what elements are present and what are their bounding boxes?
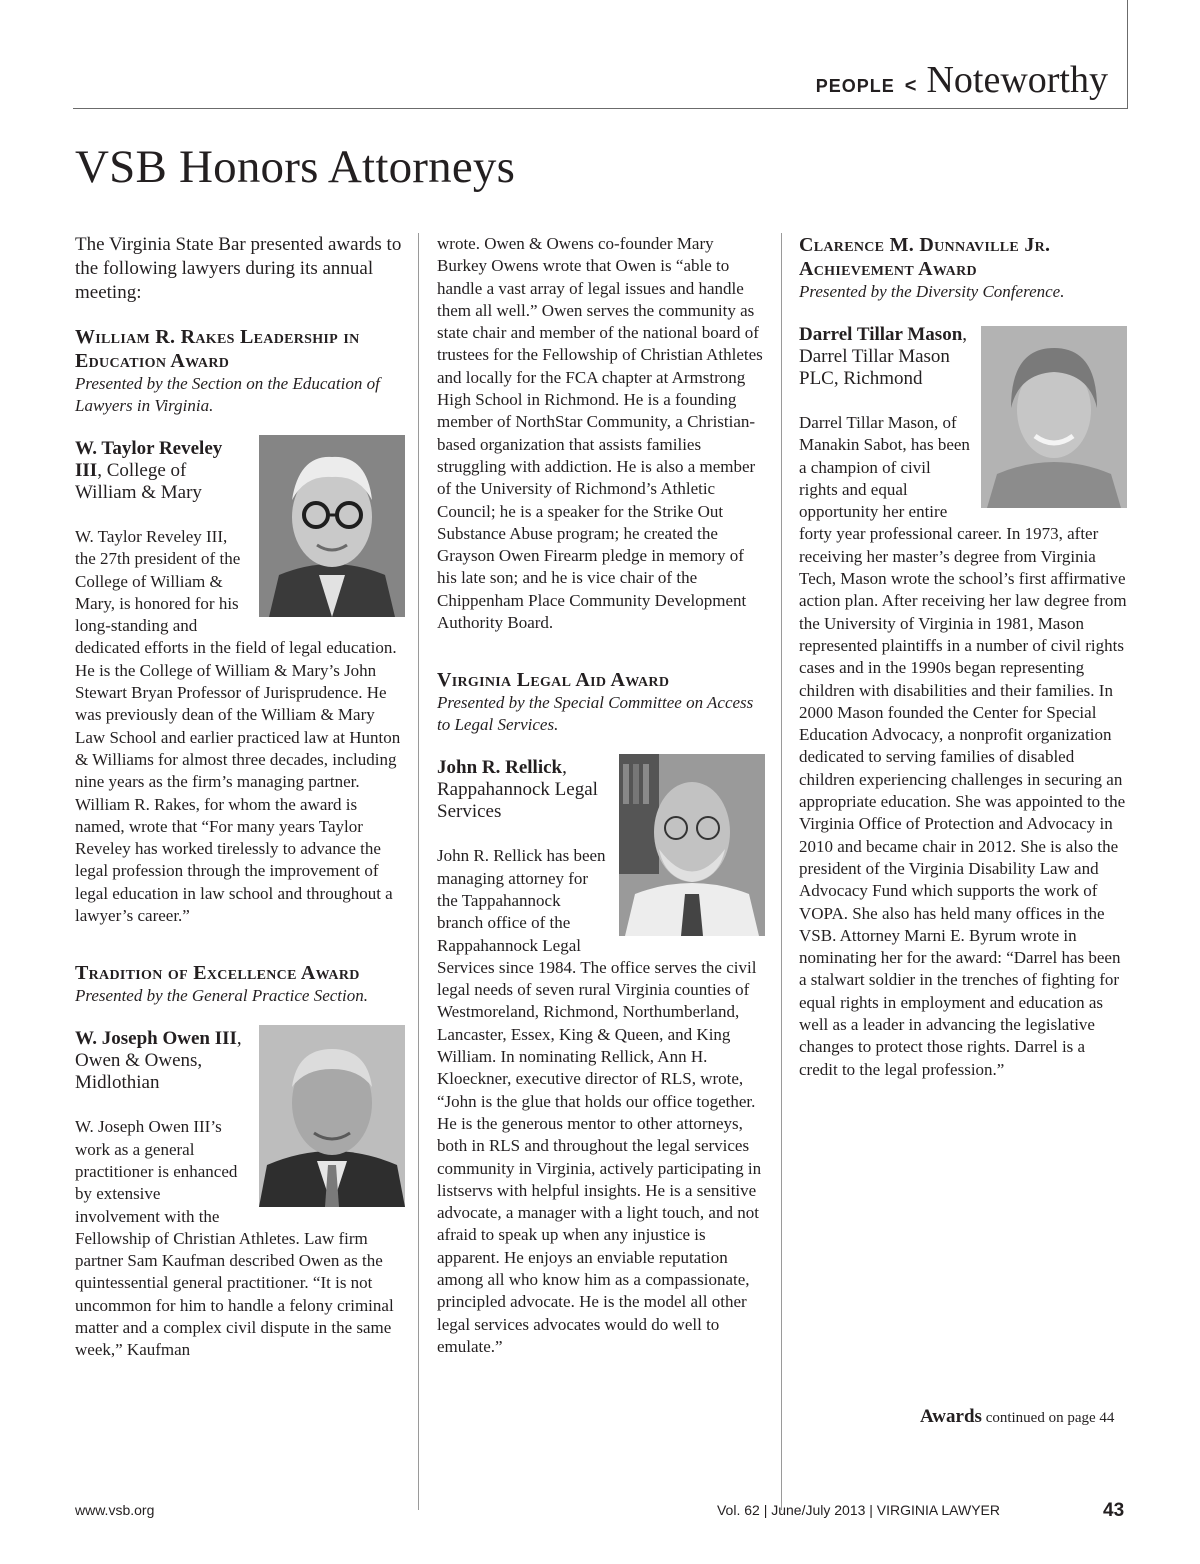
header-vertical-rule xyxy=(1127,0,1128,109)
section-category: Noteworthy xyxy=(926,59,1108,101)
owen-bio: W. Joseph Owen III’s work as a general practitioner is enhanced by extensive involvement with the Fellowship of Christian Athletes. Law firm partner Sam Kaufman described Owen as the quintessential general practitioner. “It is not uncommon for him to handle a felony criminal matter and a complex civil dispute in the same week,” Kaufman xyxy=(75,1117,394,1360)
award-presenter-legal-aid: Presented by the Special Committee on Access to Legal Services. xyxy=(437,693,754,735)
column-divider-1 xyxy=(418,233,419,1510)
award-presenter-dunnaville: Presented by the Diversity Conference. xyxy=(799,282,1065,301)
award-presenter-rakes: Presented by the Section on the Education of Lawyers in Virginia. xyxy=(75,374,380,415)
honoree-name: W. Taylor Reveley III xyxy=(75,438,223,481)
honoree-affiliation: , College of William & Mary xyxy=(75,460,202,503)
continued-word: Awards xyxy=(920,1406,982,1427)
page-title: VSB Honors Attorneys xyxy=(75,141,516,193)
reveley-bio: W. Taylor Reveley III, the 27th president of the College of William & Mary, is honored for his long-standing and dedicated efforts in the field of legal education. He is the College of William & Mary’s John Stewart Bryan Professor of Jurisprudence. He was previously dean of the William & Mary Law School and earlier practiced law at Hunton & Williams for almost three decades, including nine years as the firm’s managing partner. William R. Rakes, for whom the award is named, wrote that “For many years Taylor Reveley has worked tirelessly to advance the legal profession through the improvement of legal education in law school and throughout a lawyer’s career.” xyxy=(75,527,401,926)
column-3 xyxy=(799,233,1127,1081)
footer-issue: Vol. 62 | June/July 2013 | VIRGINIA LAWYER xyxy=(716,1502,1000,1518)
continued-note xyxy=(920,1406,1114,1428)
award-presenter-tradition: Presented by the General Practice Section. xyxy=(75,986,368,1006)
award-heading-legal-aid: Virginia Legal Aid Award xyxy=(437,669,670,692)
reveley-photo xyxy=(259,435,405,617)
mason-photo xyxy=(981,326,1127,508)
owen-photo xyxy=(259,1025,405,1207)
column-2 xyxy=(437,233,765,1358)
intro-text: The Virginia State Bar presented awards to the following lawyers during its annual meeting: xyxy=(75,234,402,303)
page-number: 43 xyxy=(1103,1500,1125,1521)
award-heading-dunnaville: Clarence M. Dunnaville Jr. Achievement Award xyxy=(799,234,1051,280)
column-1 xyxy=(75,233,405,1362)
continued-rest: continued on page 44 xyxy=(981,1410,1115,1426)
footer-website: www.vsb.org xyxy=(75,1502,155,1518)
honoree-name: John R. Rellick xyxy=(437,757,563,779)
section-label: PEOPLE xyxy=(815,76,895,96)
owen-bio-continued: wrote. Owen & Owens co-founder Mary Burkey Owens wrote that Owen is “able to handle a vast array of legal issues and handle them all well.” Owen serves the community as state chair and member of the national board of trustees for the Fellowship of Christian Athletes and locally for the FCA chapter at Armstrong High School in Richmond. He is a founding member of NorthStar Community, a Christian-based organization that assists families struggling with addiction. He is also a member of the University of Richmond’s Athletic Council; he is a speaker for the Strike Out Substance Abuse program; he created the Grayson Owen Firearm pledge in memory of his late son; and he is vice chair of the Chippenham Place Community Development Authority Board. xyxy=(437,234,763,633)
mason-bio: Darrel Tillar Mason, of Manakin Sabot, has been a champion of civil rights and equal opportunity her entire forty year professional career. In 1973, after receiving her master’s degree from Virginia Tech, Mason wrote the school’s first affirmative action plan. After receiving her law degree from the University of Virginia in 1981, Mason represented plaintiffs in a number of civil rights cases and in the 1990s began representing children with disabilities and their families. In 2000 Mason founded the Center for Special Education Advocacy, a nonprofit organization dedicated to serving families of disabled children experiencing challenges in securing an appropriate education. She was appointed to the Virginia Office of Protection and Advocacy in 2010 and became chair in 2012. She is also the president of the Virginia Disability Law and Advocacy Fund which supports the work of VOPA. She also has held many offices in the VSB. Attorney Marni E. Byrum wrote in nominating her for the award: “Darrel has been a stalwart soldier in the trenches of fighting for equal rights in employment and education as well as a leader in advancing the legislative changes to protect those rights. Darrel is a credit to the legal profession.” xyxy=(799,413,1127,1079)
honoree-affiliation: , Rappahannock Legal Services xyxy=(437,757,598,823)
rellick-bio: John R. Rellick has been managing attorney for the Tappahannock branch office of the Rappahannock Legal Services since 1984. The office serves the civil legal needs of seven rural Virginia counties of Westmoreland, Richmond, Northumberland, Lancaster, Essex, King & Queen, and King William. In nominating Rellick, Ann H. Kloeckner, executive director of RLS, wrote, “John is the glue that holds our office together. He is the generous mentor to other attorneys, both in RLS and throughout the legal services community in Virginia, actively participating in listservs with helpful insights. He is a sensitive advocate, a manager with a light touch, and not afraid to speak up when any injustice is apparent. He enjoys an enviable reputation among all who know him as a compassionate, principled advocate. He is the model all other legal services advocates would do well to emulate.” xyxy=(437,846,762,1356)
award-heading-rakes: William R. Rakes Leadership in Education Award xyxy=(75,326,360,372)
rellick-photo xyxy=(619,754,765,936)
section-separator: < xyxy=(904,75,917,97)
honoree-affiliation: , Owen & Owens, Midlothian xyxy=(75,1028,242,1094)
header-rule xyxy=(73,108,1128,109)
column-divider-2 xyxy=(781,233,782,1510)
section-tag xyxy=(816,58,1108,102)
honoree-affiliation: , Darrel Tillar Mason PLC, Richmond xyxy=(799,324,968,389)
honoree-name: Darrel Tillar Mason xyxy=(799,324,963,345)
honoree-name: W. Joseph Owen III xyxy=(75,1028,237,1050)
award-heading-tradition: Tradition of Excellence Award xyxy=(75,962,360,985)
